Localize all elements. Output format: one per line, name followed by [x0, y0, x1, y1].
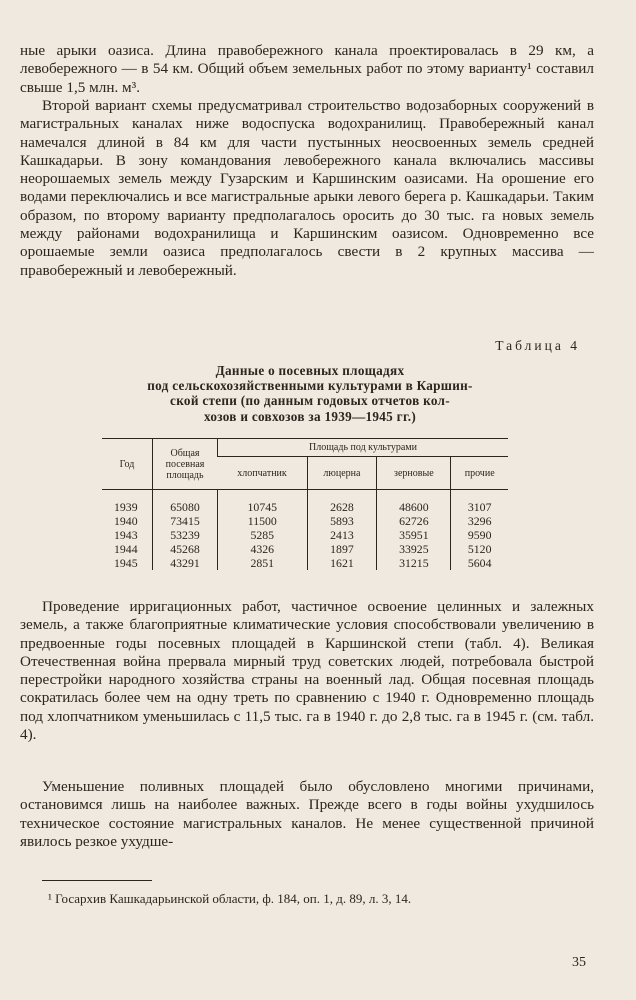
table-cell: 1944 — [114, 542, 138, 556]
paragraph-1: ные арыки оазиса. Длина правобережного канала проектировалась в 29 км, а левобережного — в 54 км. Общий объем земельных работ по этому варианту¹ составил свыше 1,5 млн. м³. — [20, 42, 594, 96]
header-total-area: Общая посевная площадь — [153, 439, 218, 490]
header-grain: зерновые — [377, 457, 451, 490]
table-cell: 1621 — [307, 556, 377, 570]
table-title-line: под сельскохозяйственными культурами в Каршин- — [147, 378, 473, 394]
table-title-line: Данные о посевных площадях — [215, 363, 405, 378]
table-row — [102, 514, 508, 528]
table-cell: 45268 — [153, 542, 218, 556]
table-row — [102, 542, 508, 556]
table-cell: 4326 — [218, 542, 308, 556]
table-title — [96, 363, 524, 424]
header-year: Год — [102, 439, 153, 490]
table-cell: 53239 — [153, 528, 218, 542]
crop-area-table — [102, 438, 508, 570]
table-cell: 1945 — [114, 556, 138, 570]
paragraph-4 — [20, 778, 594, 851]
paragraph-3-text: Проведение ирригационных работ, частичное освоение целинных и залежных земель, а также благоприятные климатические условия способствовали увеличению в предвоенные годы посевных площадей в Каршинской степи (табл. 4). Великая Отечественная война прервала мирный труд советских людей, потребовала быстрой перестройки народного хозяйства страны на военный лад. Общая посевная площадь сократилась более чем на одну треть по сравнению с 1940 г. Одновременно площадь под хлопчатником уменьшилась с 11,5 тыс. га в 1940 г. до 2,8 тыс. га в 1945 г. (см. табл. 4). — [20, 598, 594, 744]
header-alfalfa: люцерна — [307, 457, 377, 490]
footnote-divider — [42, 880, 152, 881]
table-row — [102, 490, 508, 515]
table-cell: 1897 — [307, 542, 377, 556]
page-number: 35 — [572, 955, 586, 970]
table-cell: 43291 — [153, 556, 218, 570]
table-cell: 2851 — [218, 556, 308, 570]
table-body — [102, 490, 508, 571]
paragraph-2 — [20, 97, 594, 280]
table-cell: 35951 — [377, 528, 451, 542]
table-cell: 73415 — [153, 514, 218, 528]
header-other: прочие — [451, 457, 508, 490]
table-cell: 48600 — [377, 490, 451, 515]
table-cell: 1940 — [114, 514, 138, 528]
paragraph-2-text: Второй вариант схемы предусматривал строительство водозаборных сооружений в магистральных каналах ниже водоспуска водохранилищ. Правобережный канал намечался длиной в 84 км для части пустынных неосвоенных земель средней Кашкадарьи. В зону командования левобережного канала включались массивы неорошаемых земель между Гузарским и Каршинским оазисами. На орошение его водами переключались и все магистральные арыки левого берега р. Кашкадарьи. Таким образом, по второму варианту предполагалось оросить до 30 тыс. га новых земель между районами водохранилища и Каршинским оазисом. Одновременно все орошаемые земли оазиса предполагалось свести в 2 крупных массива — правобережный и левобережный. — [20, 97, 594, 279]
table-cell: 10745 — [218, 490, 308, 515]
table-cell: 3107 — [451, 490, 508, 515]
table-cell: 2628 — [307, 490, 377, 515]
header-cotton: хлопчатник — [218, 457, 308, 490]
table-cell: 65080 — [153, 490, 218, 515]
table-cell: 2413 — [307, 528, 377, 542]
table-cell: 5285 — [218, 528, 308, 542]
table-caption: Таблица 4 — [495, 338, 580, 353]
table-cell: 5893 — [307, 514, 377, 528]
table-cell: 11500 — [218, 514, 308, 528]
table-cell: 9590 — [451, 528, 508, 542]
table-title-line: хозов и совхозов за 1939—1945 гг.) — [203, 408, 417, 424]
table-cell: 3296 — [451, 514, 508, 528]
table-row — [102, 528, 508, 542]
paragraph-4-text: Уменьшение поливных площадей было обусловлено многими причинами, остановимся лишь на наиболее важных. Прежде всего в годы войны ухудшилось техническое состояние магистральных каналов. Не менее существенной причиной явилось резкое ухудше- — [20, 778, 594, 850]
table-title-line: ской степи (по данным годовых отчетов кол- — [170, 393, 450, 409]
table-cell: 62726 — [377, 514, 451, 528]
footnote: ¹ Госархив Кашкадарьинской области, ф. 184, оп. 1, д. 89, л. 3, 14. — [48, 891, 412, 906]
table-cell: 1939 — [114, 500, 138, 514]
header-crop-group: Площадь под культурами — [218, 439, 509, 457]
table-cell: 1943 — [114, 528, 138, 542]
table-cell: 33925 — [377, 542, 451, 556]
table-cell: 5604 — [451, 556, 508, 570]
table-cell: 31215 — [377, 556, 451, 570]
paragraph-3 — [20, 598, 594, 744]
table-row — [102, 556, 508, 570]
table-cell: 5120 — [451, 542, 508, 556]
